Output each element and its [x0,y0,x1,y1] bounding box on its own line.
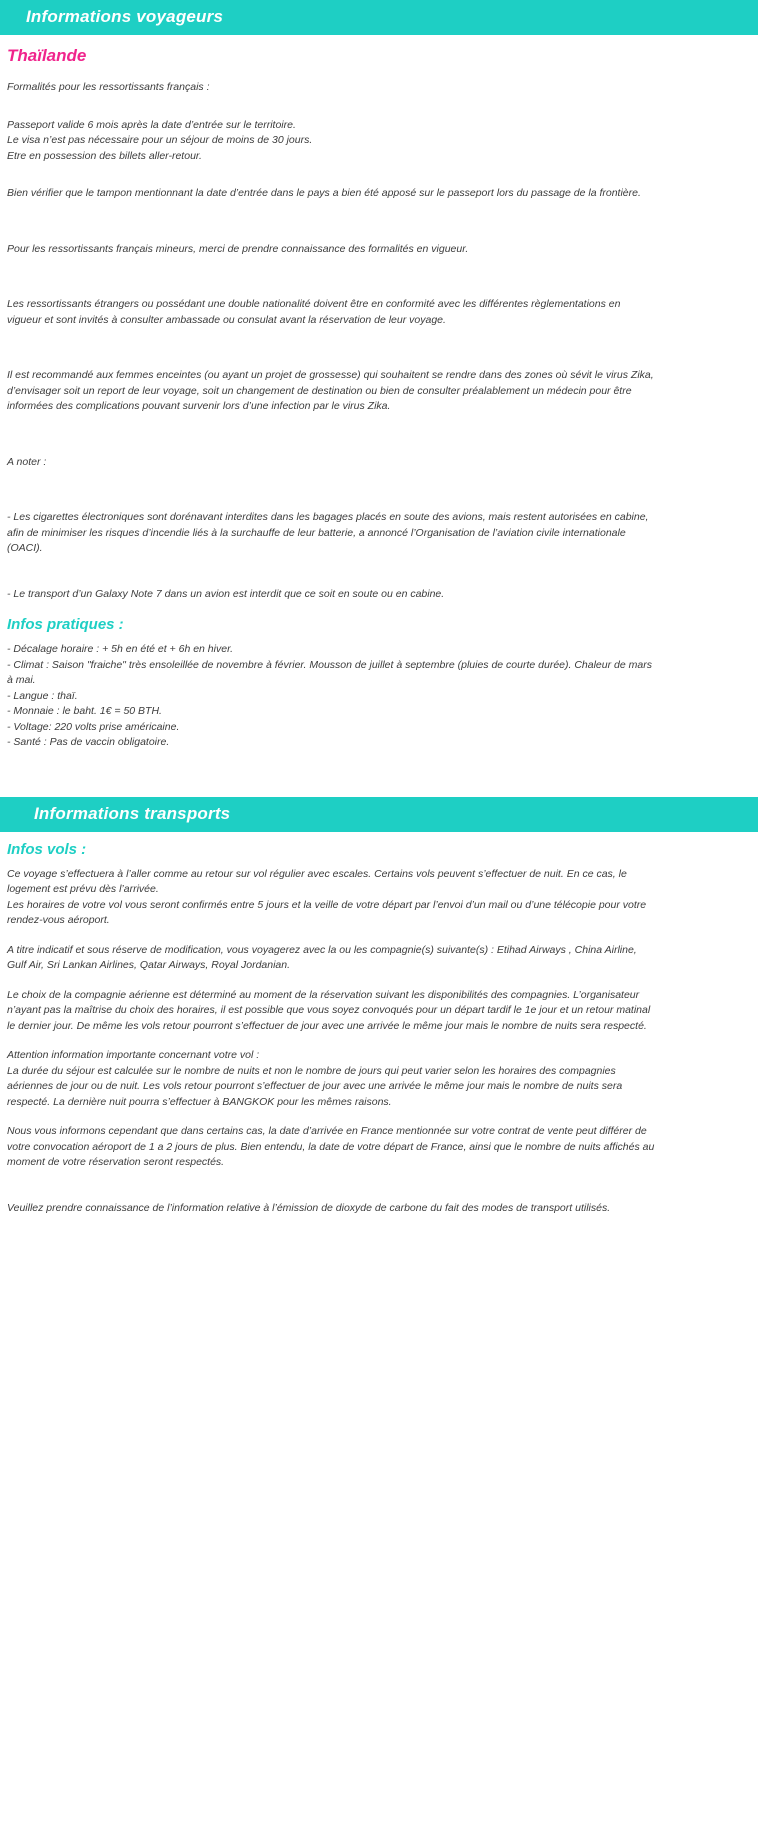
section-header-travelers: Informations voyageurs [0,0,758,35]
passport-line: Etre en possession des billets aller-retour. [7,149,202,162]
galaxy-note: - Le transport d’un Galaxy Note 7 dans un avion est interdit que ce soit en soute ou en cabine. [7,587,445,600]
flights-paragraph: Les horaires de votre vol vous seront confirmés entre 5 jours et la veille de votre départ par l’envoi d’un mail ou d’une télécopie pour votre rendez-vous aéroport. [7,898,647,926]
practical-line: - Climat : Saison "fraiche" très ensoleillée de novembre à février. Mousson de juillet à septembre (pluies de courte durée). Chaleur de mars à mai. [7,658,652,686]
passport-line: Le visa n’est pas nécessaire pour un séjour de moins de 30 jours. [7,134,313,146]
zika-note: Il est recommandé aux femmes enceintes (ou ayant un projet de grossesse) qui souhaitent se rendre dans des zones où sévit le virus Zika, d’envisager soit un report de leur voyage, soit un changement de destination ou bien de consulter préalablement un médecin pour être informées des complications pouvant survenir lors d’une infection par le virus Zika. [7,369,654,412]
foreigners-note: Les ressortissants étrangers ou possédant une double nationalité doivent être en conformité avec les différentes règlementations en vigueur et sont invités à consulter ambassade ou consulat avant la réservation de leur voyage. [7,298,621,326]
flights-warning-group [4,1048,750,1110]
co2-note: Veuillez prendre connaissance de l’information relative à l’émission de dioxyde de carbone du fait des modes de transport utilisés. [7,1201,611,1214]
practical-line: - Santé : Pas de vaccin obligatoire. [7,736,170,748]
flights-paragraph: Nous vous informons cependant que dans certains cas, la date d’arrivée en France mentionnée sur votre contrat de vente peut différer de votre convocation aéroport de 1 a 2 jours de plus. Bien entendu, la date de votre départ de France, ainsi que le nombre de nuits affichés au moment de votre réservation seront respectés. [7,1125,655,1168]
formalities-intro: Formalités pour les ressortissants français : [7,81,210,93]
country-title: Thaïlande [7,46,87,65]
practical-info-title: Infos pratiques : [7,616,124,633]
passport-requirements [4,118,750,165]
practical-line: - Décalage horaire : + 5h en été et + 6h en hiver. [7,643,234,655]
notice-label: A noter : [7,455,47,468]
flights-paragraph: La durée du séjour est calculée sur le nombre de nuits et non le nombre de jours qui peut varier selon les horaires des compagnies aériennes de jour ou de nuit. Les vols retour pourront s’effectuer de jour avec une arrivée le même jour mais le nombre de nuits sera respecté. La dernière nuit pourra s’effectuer à BANGKOK pour les mêmes raisons. [7,1064,623,1108]
flights-paragraph: Ce voyage s’effectuera à l’aller comme au retour sur vol régulier avec escales. Certains vols peuvent s’effectuer de nuit. En ce cas, le logement est prévu dès l’arrivée. [7,867,627,895]
minors-note: Pour les ressortissants français mineurs, merci de prendre connaissance des formalités en vigueur. [7,242,469,255]
practical-line: - Monnaie : le baht. 1€ = 50 BTH. [7,705,162,717]
section-header-transports: Informations transports [0,797,758,832]
transports-content [0,832,758,1231]
flights-info-title: Infos vols : [7,840,87,858]
stamp-note: Bien vérifier que le tampon mentionnant la date d’entrée dans le pays a bien été apposé sur le passeport lors du passage de la frontière. [7,187,641,199]
flights-paragraph: Le choix de la compagnie aérienne est déterminé au moment de la réservation suivant les disponibilités des compagnies. L’organisateur n’ayant pas la maîtrise du choix des horaires, il est possible que vous soyez convoqués pour un départ tardif le 1e jour et un retour matinal le dernier jour. De même les vols retour pourront s’effectuer de jour avec une arrivée le même jour mais le nombre de nuits sera respecté. [7,988,651,1032]
flights-warning-label: Attention information importante concernant votre vol : [7,1049,260,1061]
practical-line: - Langue : thaï. [7,689,78,702]
travelers-content [0,46,758,751]
passport-line: Passeport valide 6 mois après la date d’entrée sur le territoire. [7,118,296,131]
practical-line: - Voltage: 220 volts prise américaine. [7,720,180,733]
practical-info-list [4,642,750,751]
flights-paragraph-group-1 [4,867,750,929]
flights-paragraph: A titre indicatif et sous réserve de modification, vous voyagerez avec la ou les compagnie(s) suivante(s) : Etihad Airways , China Airline, Gulf Air, Sri Lankan Airlines, Qatar Airways, Royal Jordanian. [7,943,637,971]
ecig-note: - Les cigarettes électroniques sont dorénavant interdites dans les bagages placés en soute des avions, mais restent autorisées en cabine, afin de minimiser les risques d’incendie liés à la surchauffe de leur batterie, a annoncé l’Organisation de l’aviation civile internationale (OACI). [7,511,649,554]
